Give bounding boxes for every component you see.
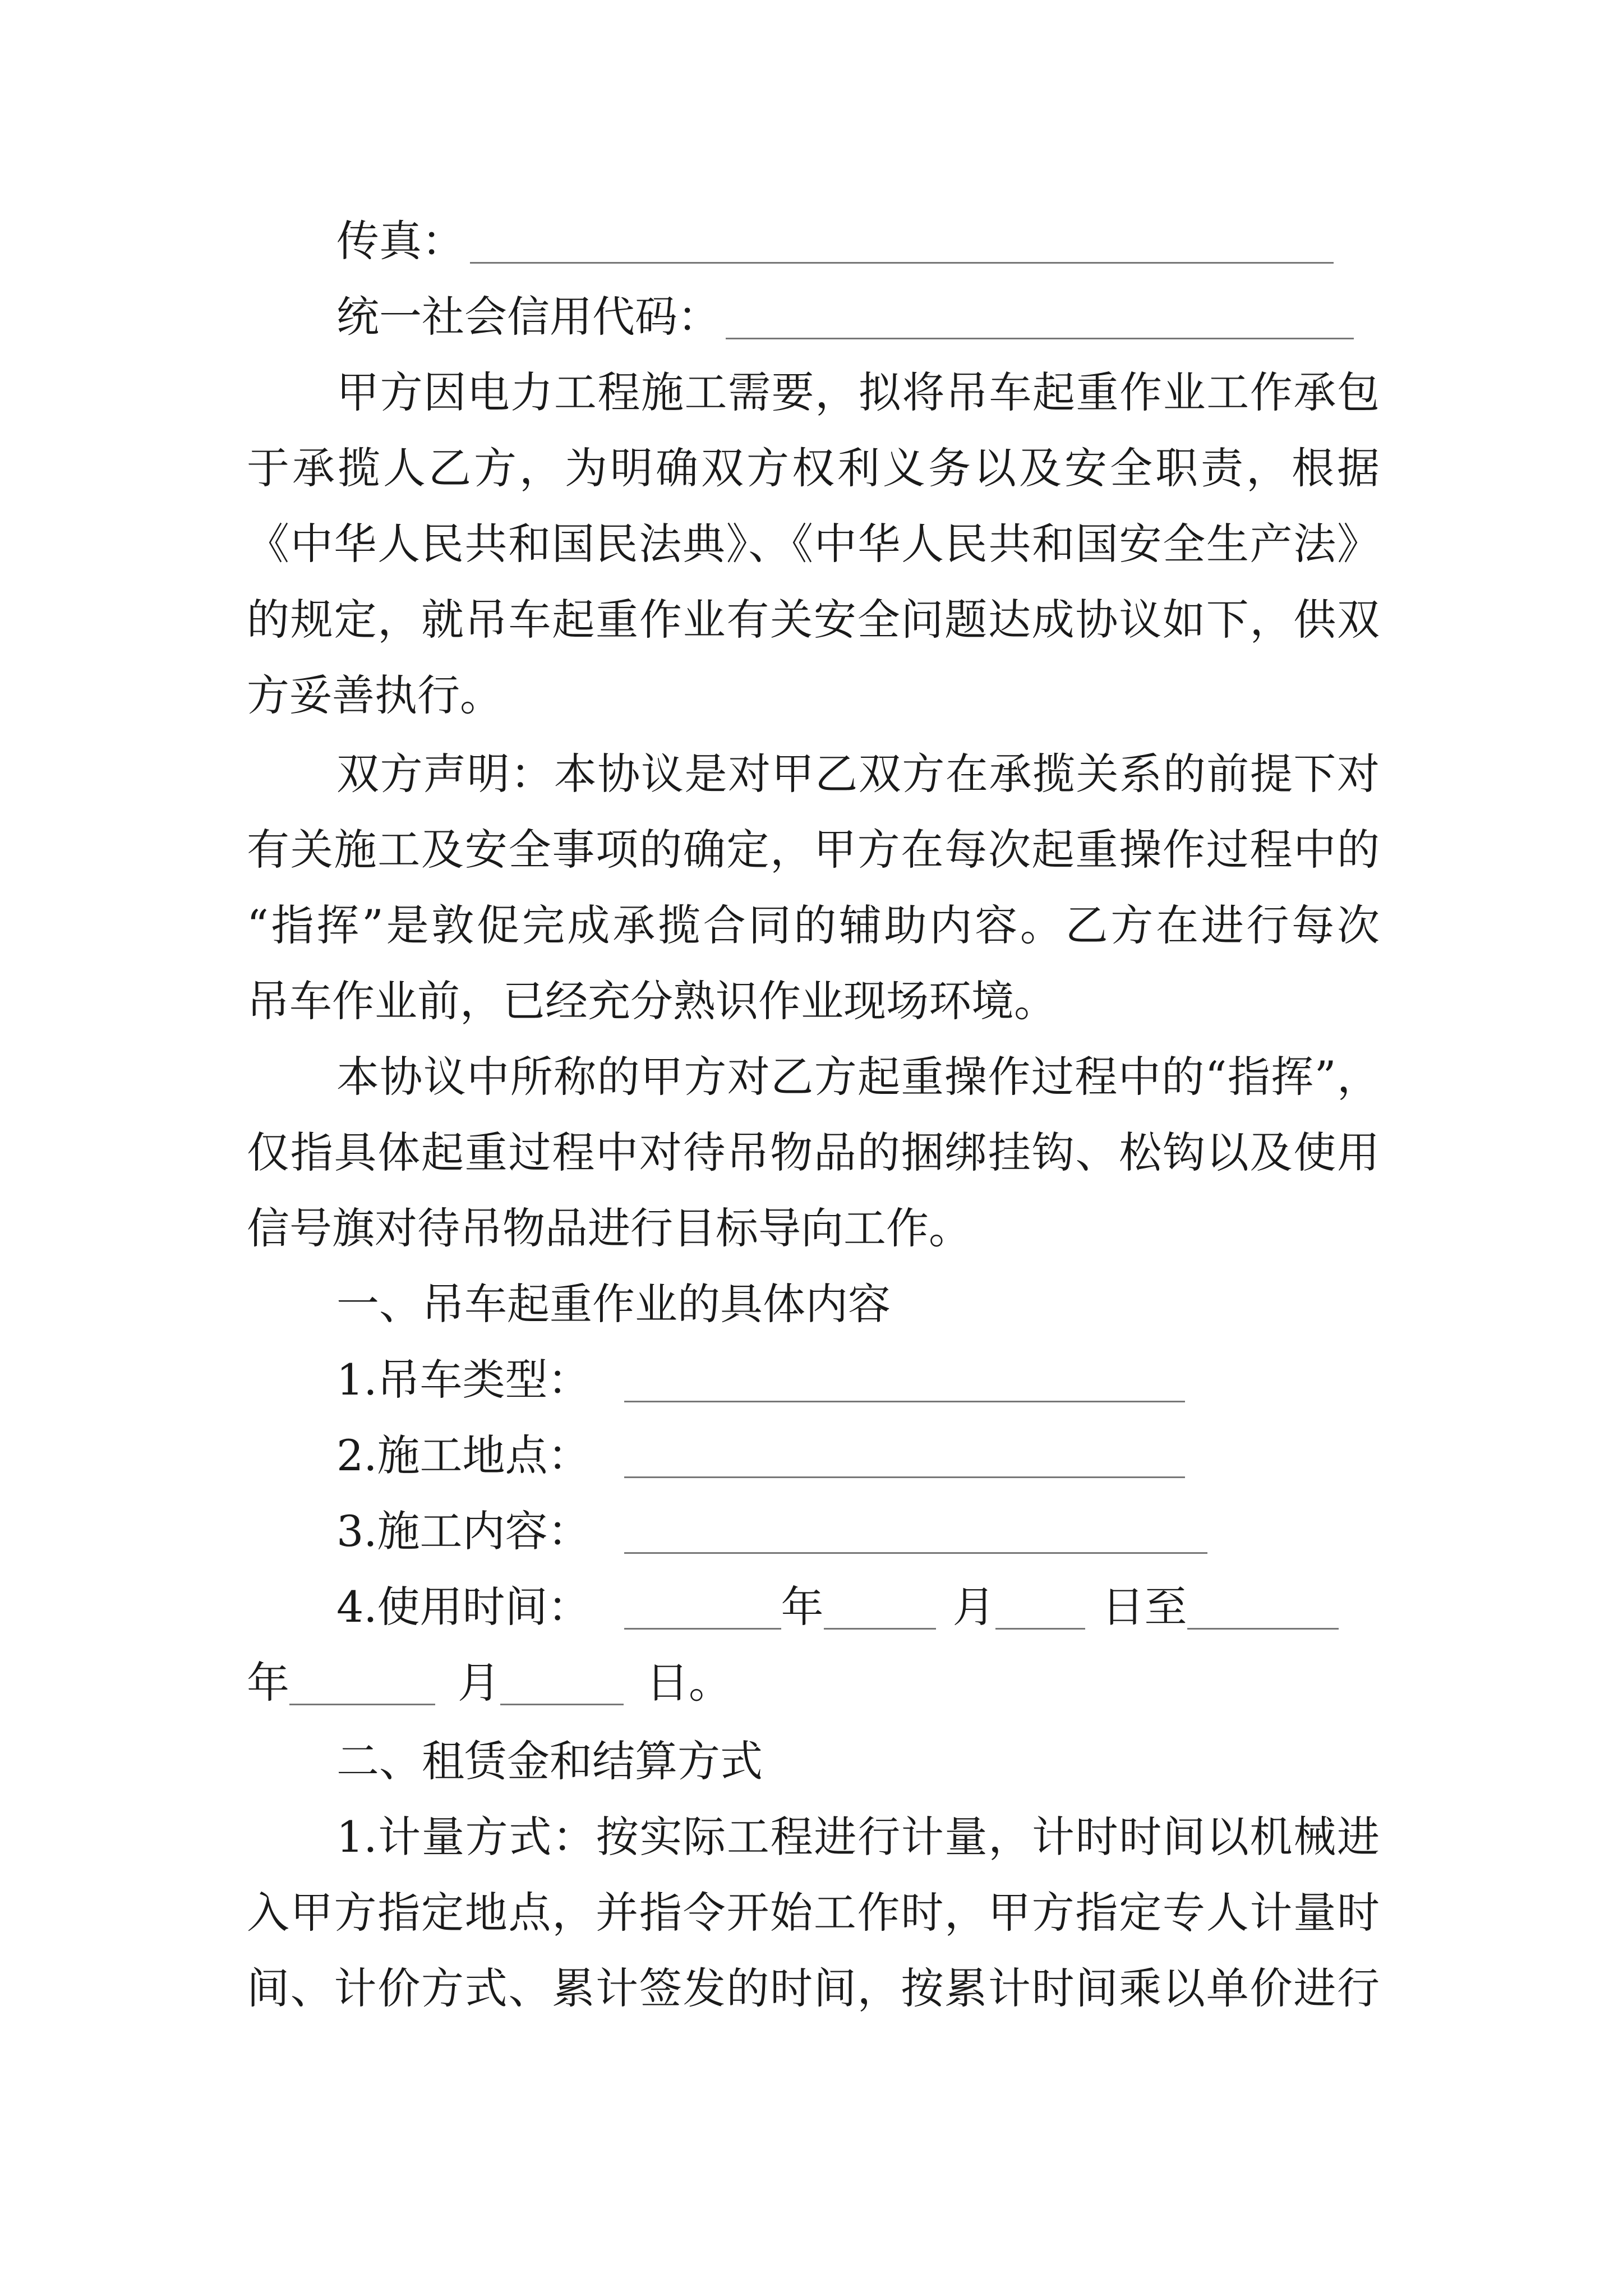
end-year-label: 年 <box>247 1658 289 1708</box>
crane-type-field <box>336 1346 1380 1414</box>
end-month-blank[interactable] <box>289 1664 435 1705</box>
content-label: 3.施工内容： <box>336 1506 591 1556</box>
intro-line-2: 于承揽人乙方，为明确双方权利义务以及安全职责，根据 <box>247 443 1380 493</box>
section2-line-3: 间、计价方式、累计签发的时间，按累计时间乘以单价进行 <box>247 1963 1380 2013</box>
command-note-line-1: 本协议中所称的甲方对乙方起重操作过程中的“指挥”， <box>336 1052 1380 1102</box>
statement-line-3: “指挥”是敦促完成承揽合同的辅助内容。乙方在进行每次 <box>247 900 1380 950</box>
section2-heading: 二、租赁金和结算方式 <box>336 1736 763 1786</box>
statement-line-2: 有关施工及安全事项的确定，甲方在每次起重操作过程中的 <box>247 825 1380 875</box>
usage-time-field-cont <box>247 1649 1380 1717</box>
content-blank[interactable] <box>624 1513 1207 1554</box>
statement-line-4: 吊车作业前，已经充分熟识作业现场环境。 <box>247 976 1057 1026</box>
year-label: 年 <box>781 1582 824 1632</box>
credit-code-blank[interactable] <box>726 298 1354 339</box>
section2-line-1: 1.计量方式：按实际工程进行计量，计时时间以机械进 <box>336 1812 1380 1862</box>
fax-blank[interactable] <box>470 223 1334 264</box>
start-year-blank[interactable] <box>624 1589 781 1630</box>
intro-line-4: 的规定，就吊车起重作业有关安全问题达成协议如下，供双 <box>247 595 1380 645</box>
start-day-blank[interactable] <box>995 1589 1085 1630</box>
intro-line-1: 甲方因电力工程施工需要，拟将吊车起重作业工作承包 <box>336 367 1380 417</box>
end-day-blank[interactable] <box>500 1664 624 1705</box>
site-field <box>336 1422 1380 1489</box>
crane-type-label: 1.吊车类型： <box>336 1355 591 1405</box>
day-to-label: 日至 <box>1101 1582 1187 1632</box>
content-field <box>336 1498 1380 1565</box>
command-note-line-3: 信号旗对待吊物品进行目标导向工作。 <box>247 1203 971 1253</box>
statement-line-1: 双方声明：本协议是对甲乙双方在承揽关系的前提下对 <box>336 749 1380 799</box>
credit-code-label: 统一社会信用代码： <box>336 292 720 342</box>
fax-label: 传真： <box>336 216 464 266</box>
end-month-label: 月 <box>458 1658 500 1708</box>
month-label: 月 <box>952 1582 995 1632</box>
site-blank[interactable] <box>624 1437 1185 1478</box>
site-label: 2.施工地点： <box>336 1430 591 1480</box>
start-month-blank[interactable] <box>824 1589 936 1630</box>
command-note-line-2: 仅指具体起重过程中对待吊物品的捆绑挂钩、松钩以及使用 <box>247 1128 1380 1177</box>
section1-heading: 一、吊车起重作业的具体内容 <box>336 1279 891 1329</box>
intro-line-3: 《中华人民共和国民法典》、《中华人民共和国安全生产法》 <box>247 519 1380 569</box>
end-year-blank-start[interactable] <box>1187 1589 1339 1630</box>
usage-time-label: 4.使用时间： <box>336 1582 591 1632</box>
crane-type-blank[interactable] <box>624 1361 1185 1402</box>
intro-line-5: 方妥善执行。 <box>247 670 502 720</box>
credit-code-field <box>336 283 1380 351</box>
usage-time-field <box>336 1573 1380 1641</box>
end-day-label: 日。 <box>646 1658 731 1708</box>
fax-field <box>336 208 1380 275</box>
section2-line-2: 入甲方指定地点，并指令开始工作时，甲方指定专人计量时 <box>247 1888 1380 1938</box>
